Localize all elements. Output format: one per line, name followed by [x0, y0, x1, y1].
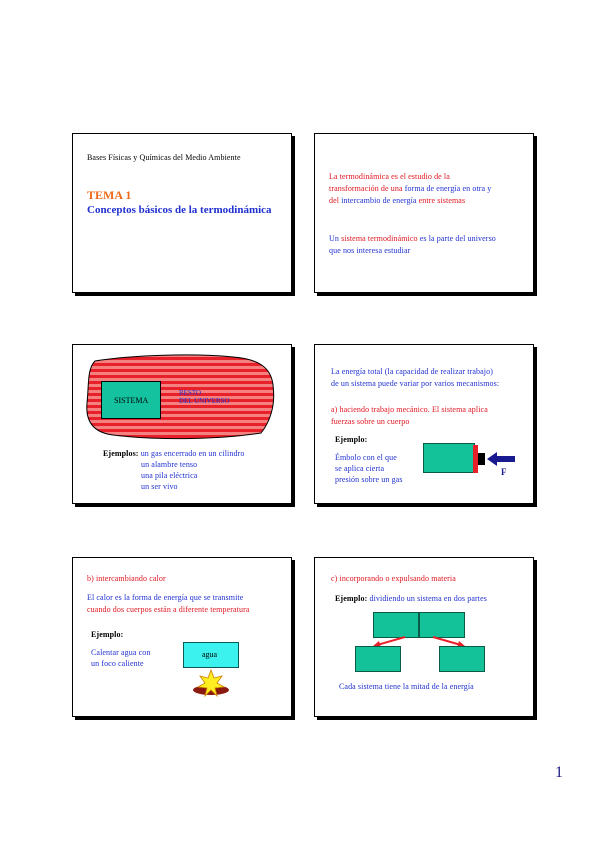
slide2-text-3a: del	[329, 196, 340, 205]
slide2-text-2a: transformación de una	[329, 184, 403, 193]
water-label: agua	[202, 650, 218, 659]
cylinder-box	[423, 443, 475, 473]
slide5-example-label: Ejemplo:	[91, 630, 124, 639]
slide6-example-text: dividiendo un sistema en dos partes	[369, 594, 487, 603]
slide4-example-3: presión sobre un gas	[335, 475, 403, 484]
slide5-line2: cuando dos cuerpos están a diferente temperatura	[87, 605, 250, 614]
slide-6	[314, 557, 534, 717]
system-part-right	[439, 646, 485, 672]
slide-5	[72, 557, 292, 717]
slide5-line1: El calor es la forma de energía que se transmite	[87, 593, 244, 602]
slide2-text-1: La termodinámica es el estudio de la	[329, 172, 450, 181]
slide2-text-4c: es la parte del universo	[419, 234, 496, 243]
force-label: F	[501, 467, 507, 477]
slide2-line3	[329, 196, 465, 206]
slide4-example-label: Ejemplo:	[335, 435, 368, 444]
example-4: un ser vivo	[141, 482, 178, 491]
slide-4	[314, 344, 534, 504]
slide2-text-2b: forma de energía en otra y	[404, 184, 492, 193]
slide-1	[72, 133, 292, 293]
slide5-title: b) intercambiando calor	[87, 574, 166, 583]
slide6-caption: Cada sistema tiene la mitad de la energía	[339, 682, 474, 691]
slide2-text-4b: sistema termodinámico	[341, 234, 418, 243]
example-1: un gas encerrado en un cilindro	[140, 449, 245, 458]
slide4-line1: La energía total (la capacidad de realizar trabajo)	[331, 367, 493, 376]
tema-label: TEMA 1	[87, 188, 132, 202]
example-2: un alambre tenso	[141, 460, 198, 469]
page-number: 1	[555, 764, 563, 781]
slide6-example-label: Ejemplo:	[335, 594, 368, 603]
slide2-text-3c: entre sistemas	[418, 196, 466, 205]
slide2-text-5: que nos interesa estudiar	[329, 246, 411, 255]
rest-of-universe-label-1: RESTO	[179, 389, 202, 397]
system-box	[101, 381, 161, 419]
system-label: SISTEMA	[114, 396, 149, 405]
flame-icon	[191, 668, 231, 700]
water-box	[183, 642, 239, 668]
slide6-example	[335, 594, 487, 604]
slide2-line5	[329, 246, 410, 256]
piston-rod	[478, 453, 485, 465]
slide5-example-2: un foco caliente	[91, 659, 144, 668]
slide4-line2: de un sistema puede variar por varios mecanismos:	[331, 379, 500, 388]
slide4-line3: a) haciendo trabajo mecánico. El sistema aplica	[331, 405, 488, 414]
slide-3	[72, 344, 292, 504]
slide2-line1	[329, 172, 450, 182]
slide2-line2	[329, 184, 491, 194]
slide2-line4	[329, 234, 496, 244]
example-3: una pila eléctrica	[141, 471, 198, 480]
system-part-left	[355, 646, 401, 672]
examples-label: Ejemplos:	[103, 449, 139, 458]
course-header: Bases Físicas y Químicas del Medio Ambiente	[87, 153, 241, 162]
slide6-title: c) incorporando o expulsando materia	[331, 574, 456, 583]
force-arrow-icon	[487, 451, 517, 467]
slide4-example-2: se aplica cierta	[335, 464, 385, 473]
slide-title: Conceptos básicos de la termodinámica	[87, 204, 272, 216]
slide4-example-1: Émbolo con el que	[335, 453, 397, 462]
slide-2	[314, 133, 534, 293]
examples-line-1	[103, 449, 244, 459]
rest-of-universe-label-2: DEL UNIVERSO	[179, 397, 230, 405]
slide2-text-4a: Un	[329, 234, 339, 243]
slide4-line4: fuerzas sobre un cuerpo	[331, 417, 410, 426]
slide2-text-3b: intercambio de energía	[341, 196, 417, 205]
slide5-example-1: Calentar agua con	[91, 648, 151, 657]
